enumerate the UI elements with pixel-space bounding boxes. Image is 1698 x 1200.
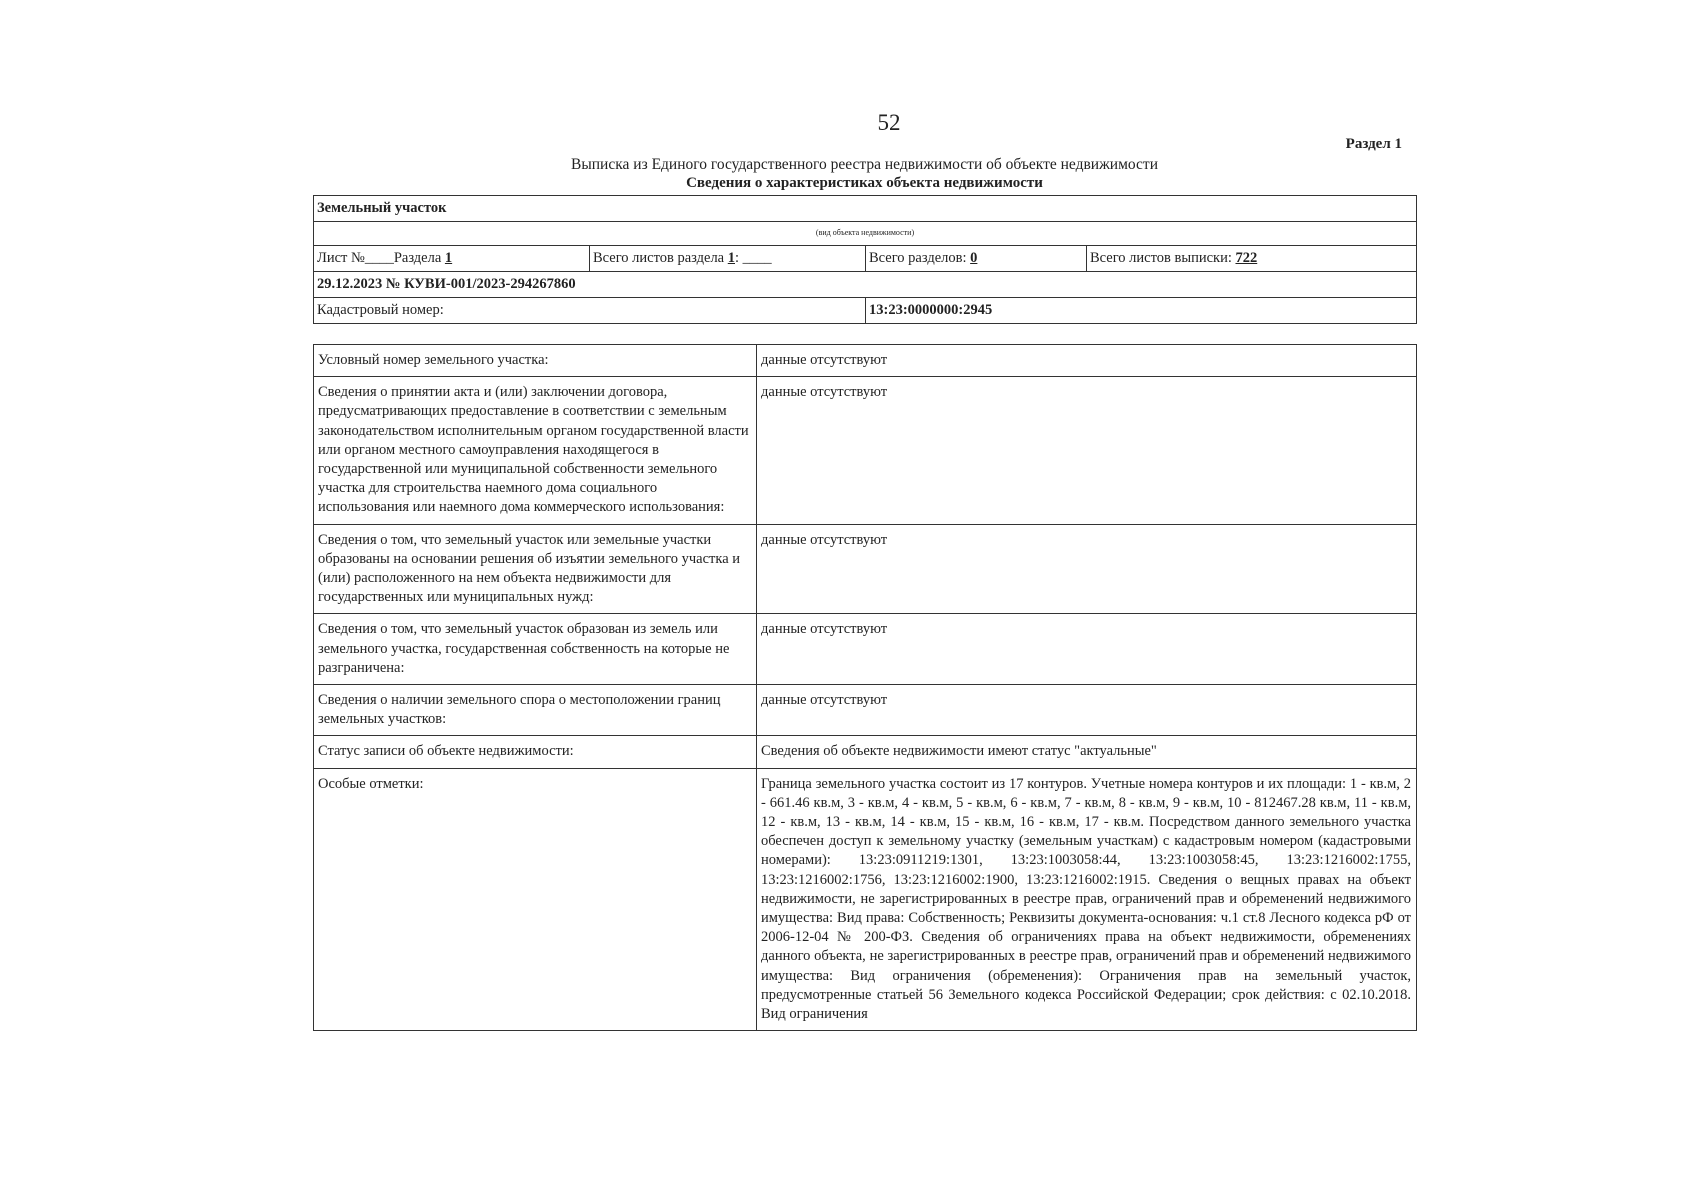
- section-mark: Раздел 1: [1345, 136, 1402, 152]
- total-sheets-value: 1: [727, 250, 735, 266]
- date-number: 29.12.2023 № КУВИ-001/2023-294267860: [314, 272, 1417, 298]
- table-row: [314, 614, 1417, 685]
- row-label: Сведения о наличии земельного спора о местоположении границ земельных участков:: [314, 685, 757, 736]
- row-value: Сведения об объекте недвижимости имеют статус "актуальные": [757, 736, 1417, 768]
- row-value: данные отсутствуют: [757, 524, 1417, 614]
- row-label: Статус записи об объекте недвижимости:: [314, 736, 757, 768]
- row-label: Особые отметки:: [314, 768, 757, 1031]
- table-row: [314, 377, 1417, 524]
- special-notes: Граница земельного участка состоит из 17 контуров. Учетные номера контуров и их площади: 1 - кв.м, 2 - 661.46 кв.м, 3 - кв.м, 4 - кв.м, 5 - кв.м, 6 - кв.м, 7 - кв.м, 8 - кв.м, 9 - кв.м, 10 - 812467.28 кв.м, 11 - кв.м, 12 - кв.м, 13 - кв.м, 14 - кв.м, 15 - кв.м, 16 - кв.м, 17 - кв.м. Посредством данного земельного участка обеспечен доступ к земельному участку (земельным участкам) с кадастровым номером (кадастровыми номерами): 13:23:0911219:1301, 13:23:1003058:44, 13:23:1003058:45, 13:23:1216002:1755, 13:23:1216002:1756, 13:23:1216002:1900, 13:23:1216002:1915. Сведения о вещных правах на объект недвижимости, не зарегистрированных в реестре прав, ограничений прав и обременений недвижимого имущества: Вид права: Собственность; Реквизиты документа-основания: ч.1 ст.8 Лесного кодекса рФ от 2006-12-04 № 200-ФЗ. Сведения об ограничениях права на объект недвижимости, обременениях данного объекта, не зарегистрированных в реестре прав, ограничений прав и обременений недвижимого имущества: Вид ограничения (обременения): Ограничения прав на земельный участок, предусмотренные статьей 56 Земельного кодекса Российской Федерации; срок действия: с 02.10.2018. Вид ограничения: [757, 768, 1417, 1031]
- row-label: Условный номер земельного участка:: [314, 345, 757, 377]
- row-value: данные отсутствуют: [757, 345, 1417, 377]
- row-label: Сведения о том, что земельный участок образован из земель или земельного участка, государственная собственность на которые не разграничена:: [314, 614, 757, 685]
- table-row: [314, 345, 1417, 377]
- total-sheets-cell: [590, 246, 866, 272]
- table-row: [314, 524, 1417, 614]
- section-number: 1: [444, 250, 453, 266]
- total-sections-label: Всего разделов:: [869, 250, 971, 266]
- total-extract-sheets-cell: [1087, 246, 1417, 272]
- cadastral-value: 13:23:0000000:2945: [866, 298, 1417, 324]
- sheet-number-cell: [314, 246, 590, 272]
- header-table: [313, 195, 1417, 324]
- total-sections-cell: [866, 246, 1087, 272]
- cadastral-label: Кадастровый номер:: [314, 298, 866, 324]
- page-number: 52: [877, 110, 901, 135]
- total-extract-sheets-label: Всего листов выписки:: [1090, 250, 1236, 266]
- document-subtitle: Сведения о характеристиках объекта недвижимости: [686, 175, 1043, 191]
- table-row: [314, 736, 1417, 768]
- total-extract-sheets-value: 722: [1235, 250, 1258, 266]
- row-value: данные отсутствуют: [757, 614, 1417, 685]
- characteristics-table: [313, 344, 1417, 1031]
- row-label: Сведения о принятии акта и (или) заключении договора, предусматривающих предоставление в соответствии с земельным законодательством исполнительным органом государственной власти или органом местного самоуправления находящегося в государственной или муниципальной собственности земельного участка для строительства наемного дома социального использования или наемного дома коммерческого использования:: [314, 377, 757, 524]
- row-value: данные отсутствуют: [757, 377, 1417, 524]
- object-type: Земельный участок: [314, 196, 1417, 222]
- row-label: Сведения о том, что земельный участок или земельные участки образованы на основании решения об изъятии земельного участка и (или) расположенного на нем объекта недвижимости для государственных или муниципальных нужд:: [314, 524, 757, 614]
- total-sections-value: 0: [970, 250, 978, 266]
- row-value: данные отсутствуют: [757, 685, 1417, 736]
- document-title: Выписка из Единого государственного реестра недвижимости об объекте недвижимости: [571, 156, 1158, 173]
- object-type-caption: (вид объекта недвижимости): [314, 222, 1417, 246]
- table-row: [314, 685, 1417, 736]
- total-sheets-label: Всего листов раздела: [593, 250, 728, 266]
- table-row: [314, 768, 1417, 1031]
- total-sheets-suffix: : ____: [735, 250, 772, 266]
- sheet-number-label: Лист №____Раздела: [317, 250, 445, 266]
